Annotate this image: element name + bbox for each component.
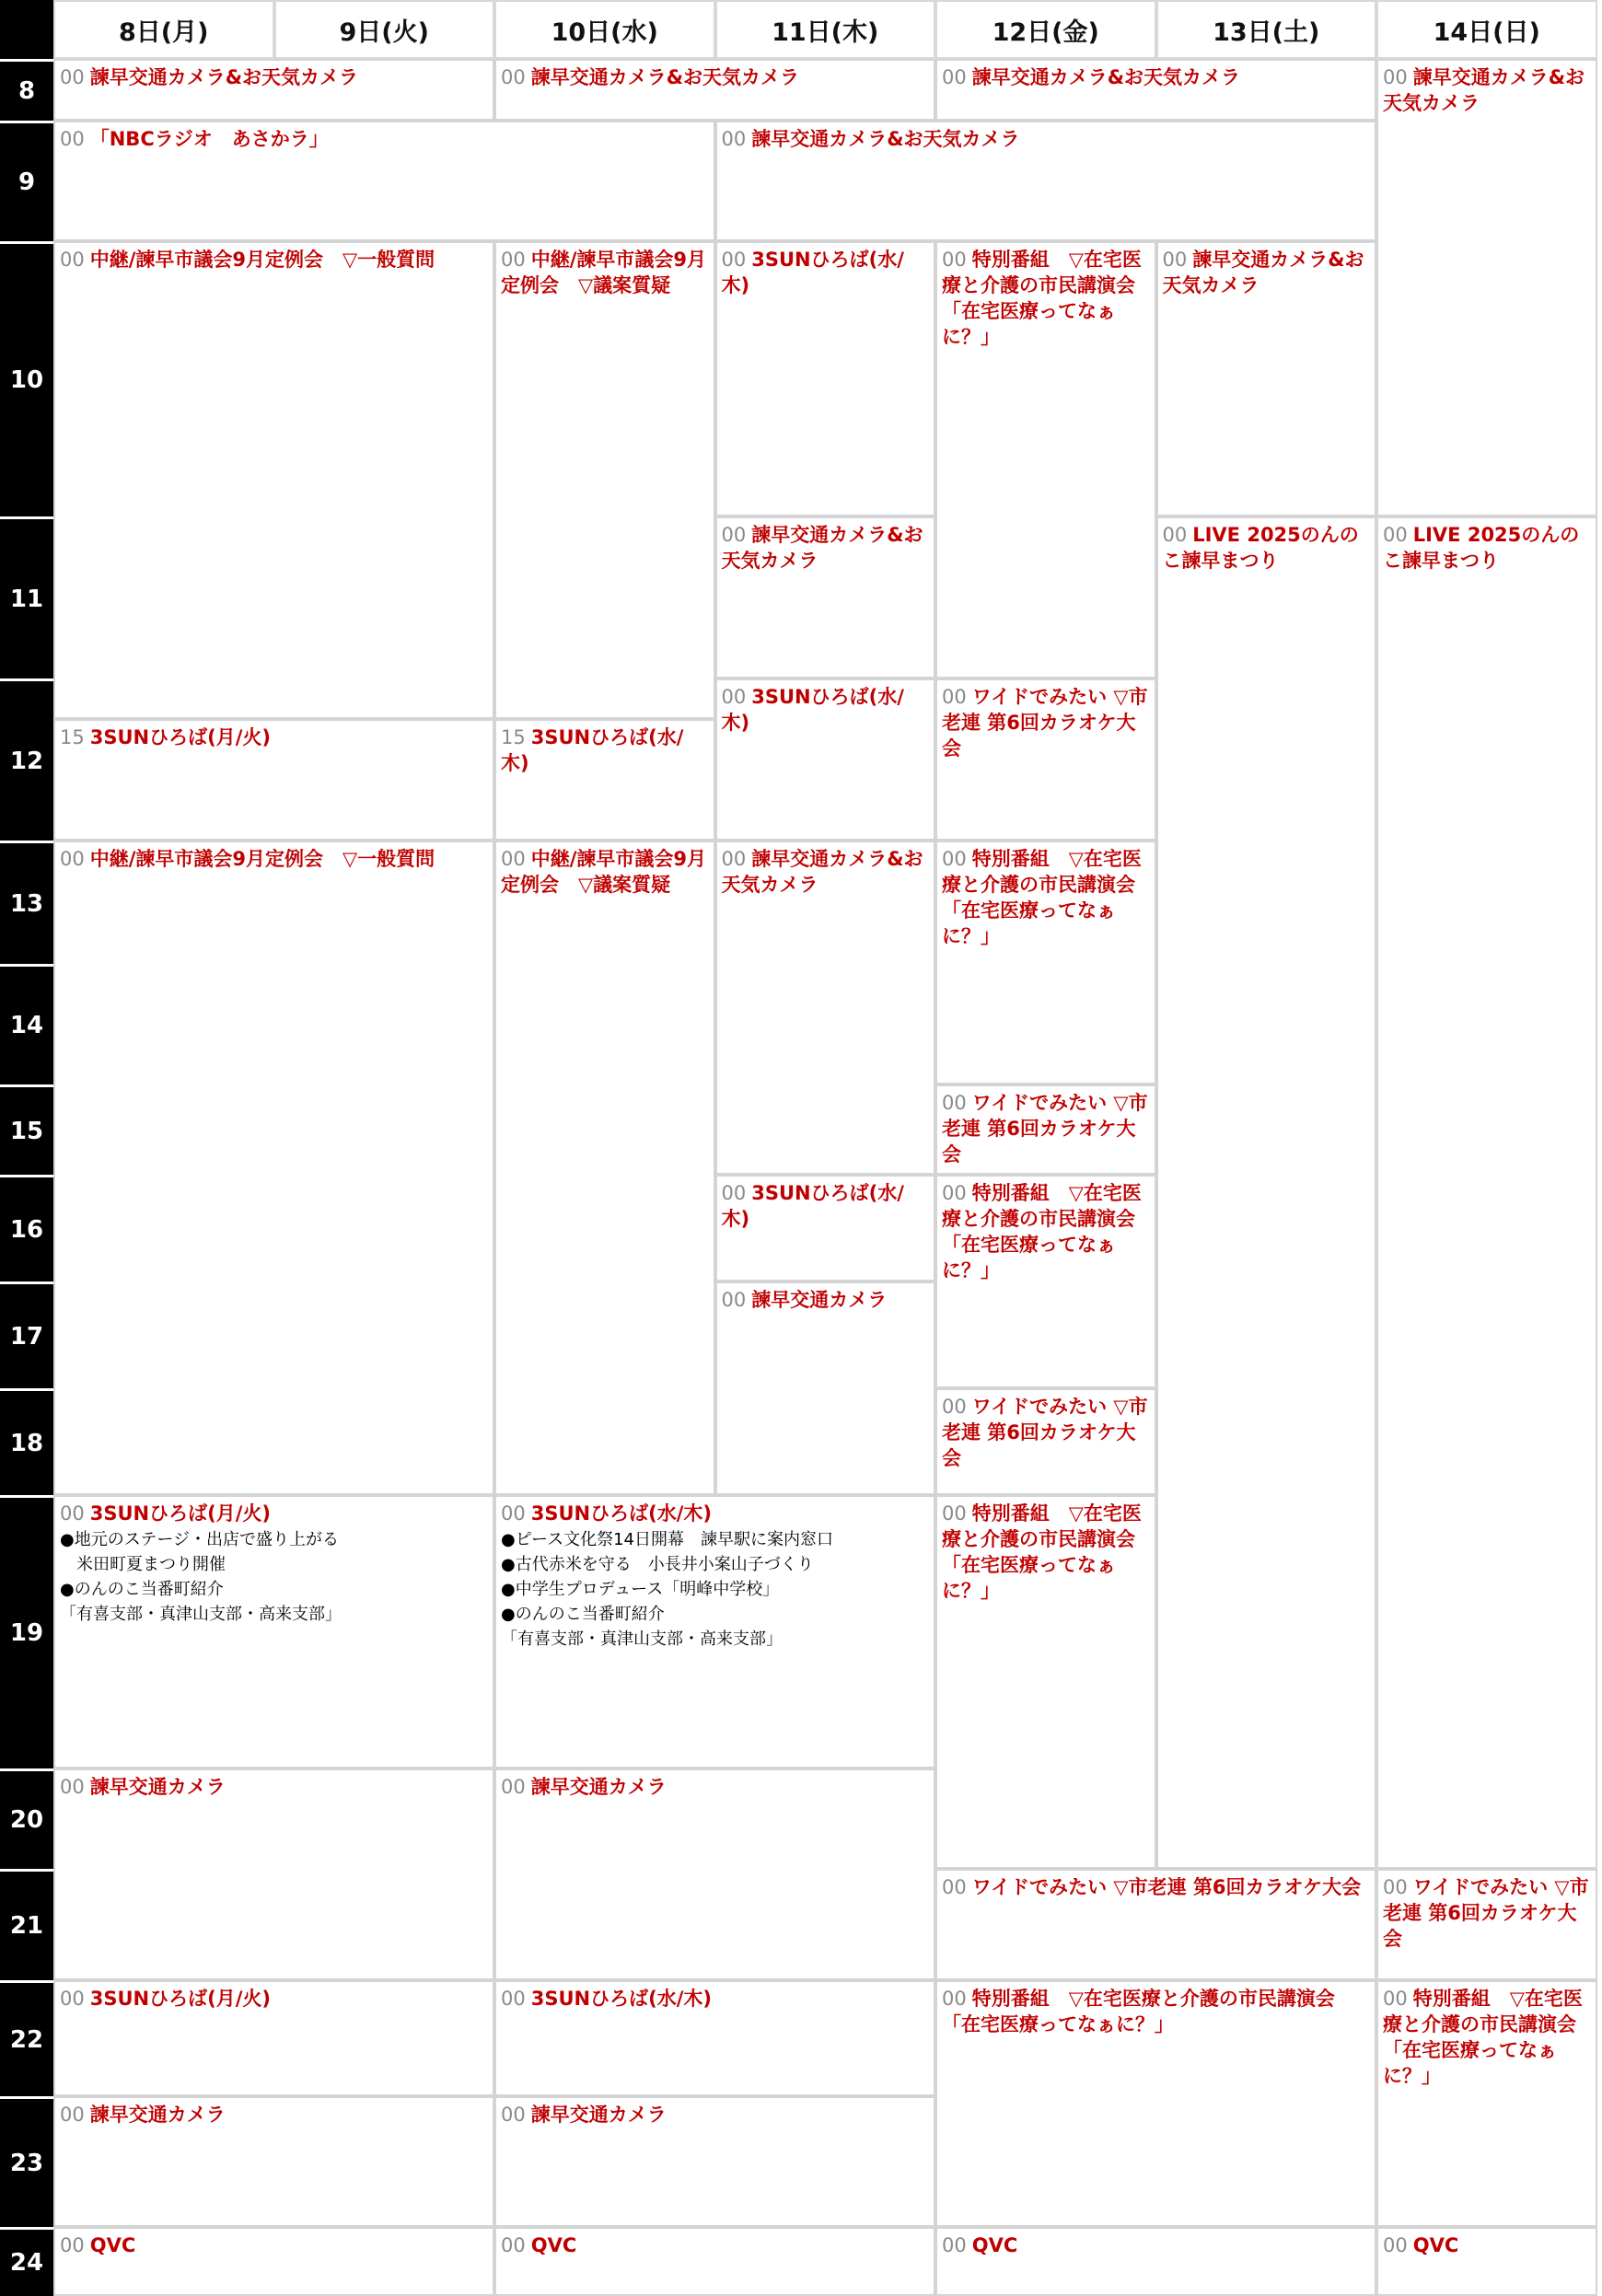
program-title-line — [942, 1090, 1150, 1167]
program-title: 特別番組 ▽在宅医療と介護の市民講演会「在宅医療ってなぁに？」 — [942, 1988, 1335, 2035]
program-cell[interactable] — [935, 678, 1156, 841]
program-title: 中継/諫早市議会9月定例会 ▽一般質問 — [89, 848, 435, 870]
program-title: ワイドでみたい ▽市老連 第6回カラオケ大会 — [942, 1092, 1148, 1165]
program-title: ワイドでみたい ▽市老連 第6回カラオケ大会 — [942, 686, 1148, 760]
program-title: 諫早交通カメラ&お天気カメラ — [971, 66, 1241, 88]
program-start-minute: 00 — [60, 1776, 85, 1798]
program-start-minute: 00 — [1162, 524, 1188, 546]
hour-label: 17 — [0, 1281, 53, 1388]
program-cell[interactable] — [1376, 1869, 1597, 1980]
program-cell[interactable] — [1376, 1980, 1597, 2227]
program-cell[interactable] — [494, 719, 715, 841]
program-start-minute: 00 — [1383, 1876, 1408, 1898]
program-cell[interactable] — [1376, 2227, 1597, 2296]
program-cell[interactable] — [53, 121, 715, 241]
program-title: LIVE 2025のんのこ諫早まつり — [1162, 524, 1359, 572]
program-detail-line: ●のんのこ当番町紹介 — [60, 1580, 224, 1599]
program-start-minute: 00 — [942, 66, 967, 88]
hour-label: 22 — [0, 1980, 53, 2096]
program-title-line — [942, 1986, 1370, 2037]
program-title-line — [501, 247, 709, 298]
program-cell[interactable] — [935, 1980, 1376, 2227]
day-header: 9日(火) — [274, 0, 495, 59]
program-title: QVC — [89, 2234, 136, 2256]
program-cell[interactable] — [53, 2096, 494, 2227]
program-cell[interactable] — [935, 1084, 1156, 1175]
program-title-line — [722, 684, 930, 736]
program-start-minute: 00 — [942, 848, 967, 870]
program-title-line — [60, 846, 488, 872]
program-cell[interactable] — [935, 841, 1156, 1084]
program-cell[interactable] — [494, 241, 715, 719]
program-title: 特別番組 ▽在宅医療と介護の市民講演会「在宅医療ってなぁに？」 — [1383, 1988, 1583, 2087]
program-title-line — [501, 1986, 929, 2012]
program-title: ワイドでみたい ▽市老連 第6回カラオケ大会 — [1383, 1876, 1589, 1950]
program-start-minute: 00 — [721, 848, 747, 870]
program-title: 3SUNひろば(月/火) — [89, 1502, 271, 1525]
program-title-line — [722, 846, 930, 898]
program-title: 特別番組 ▽在宅医療と介護の市民講演会「在宅医療ってなぁに？」 — [942, 249, 1142, 348]
program-title: 3SUNひろば(月/火) — [89, 726, 271, 748]
program-start-minute: 00 — [60, 1988, 85, 2010]
program-cell[interactable] — [53, 841, 494, 1495]
day-header: 12日(金) — [935, 0, 1156, 59]
program-cell[interactable] — [935, 2227, 1376, 2296]
program-cell[interactable] — [715, 241, 936, 516]
program-title-line — [722, 247, 930, 298]
program-detail-line: 「有喜支部・真津山支部・高来支部」 — [501, 1629, 783, 1649]
program-title: 中継/諫早市議会9月定例会 ▽議案質疑 — [501, 249, 707, 296]
program-title: LIVE 2025のんのこ諫早まつり — [1383, 524, 1580, 572]
program-title-line — [942, 846, 1150, 949]
program-title: ワイドでみたい ▽市老連 第6回カラオケ大会 — [971, 1876, 1362, 1898]
program-cell[interactable] — [494, 59, 935, 121]
program-title-line — [1383, 64, 1591, 116]
program-start-minute: 00 — [721, 1289, 747, 1311]
program-title-line — [501, 846, 709, 898]
program-start-minute: 00 — [60, 66, 85, 88]
program-title: 3SUNひろば(水/木) — [530, 1988, 712, 2010]
program-title-line — [60, 1986, 488, 2012]
hour-label: 15 — [0, 1084, 53, 1175]
hour-label: 23 — [0, 2096, 53, 2227]
program-detail-line: ●地元のステージ・出店で盛り上がる — [60, 1530, 339, 1549]
program-start-minute: 00 — [60, 2234, 85, 2256]
program-start-minute: 00 — [60, 2104, 85, 2126]
hour-label: 8 — [0, 59, 53, 121]
program-title-line — [60, 1501, 488, 1526]
hour-label: 10 — [0, 241, 53, 516]
hour-label: 14 — [0, 964, 53, 1084]
program-start-minute: 00 — [60, 249, 85, 271]
program-start-minute: 00 — [501, 1988, 526, 2010]
program-title: 諫早交通カメラ — [89, 2104, 226, 2126]
program-title: 諫早交通カメラ — [530, 2104, 667, 2126]
day-header: 8日(月) — [53, 0, 274, 59]
program-title-line — [1163, 247, 1371, 298]
program-title: 諫早交通カメラ&お天気カメラ — [1162, 249, 1364, 296]
program-title-line — [722, 1180, 930, 1232]
program-start-minute: 00 — [942, 1502, 967, 1525]
program-cell[interactable] — [715, 121, 1377, 241]
program-cell[interactable] — [53, 719, 494, 841]
program-title-line — [60, 1774, 488, 1800]
program-cell[interactable] — [53, 1495, 494, 1768]
program-cell[interactable] — [935, 241, 1156, 678]
hour-label: 13 — [0, 841, 53, 964]
program-start-minute: 15 — [60, 726, 85, 748]
header-corner — [0, 0, 53, 59]
program-title-line — [722, 1287, 930, 1313]
program-cell[interactable] — [53, 1980, 494, 2096]
program-cell[interactable] — [494, 1495, 935, 1768]
program-start-minute: 00 — [501, 249, 526, 271]
program-cell[interactable] — [935, 1495, 1156, 1869]
program-title: 諫早交通カメラ&お天気カメラ — [1383, 66, 1585, 114]
program-start-minute: 00 — [1162, 249, 1188, 271]
program-title-line — [60, 64, 488, 90]
program-title-line — [942, 247, 1150, 350]
program-start-minute: 00 — [721, 249, 747, 271]
program-title: 諫早交通カメラ&お天気カメラ — [89, 66, 359, 88]
program-start-minute: 00 — [60, 128, 85, 150]
program-start-minute: 00 — [1383, 66, 1408, 88]
program-start-minute: 00 — [501, 66, 526, 88]
program-start-minute: 00 — [721, 1182, 747, 1204]
program-title: 中継/諫早市議会9月定例会 ▽一般質問 — [89, 249, 435, 271]
program-title-line — [942, 2232, 1370, 2258]
program-title: 3SUNひろば(水/木) — [501, 726, 684, 774]
program-title-line — [722, 522, 930, 574]
program-start-minute: 00 — [942, 1182, 967, 1204]
program-cell[interactable] — [935, 1388, 1156, 1495]
program-title: 3SUNひろば(水/木) — [530, 1502, 712, 1525]
program-cell[interactable] — [935, 1175, 1156, 1388]
program-start-minute: 00 — [721, 524, 747, 546]
program-title-line — [501, 1774, 929, 1800]
program-start-minute: 00 — [942, 1396, 967, 1418]
program-title: 中継/諫早市議会9月定例会 ▽議案質疑 — [501, 848, 707, 896]
hour-label: 12 — [0, 678, 53, 841]
program-title-line — [1383, 522, 1591, 574]
hour-label: 11 — [0, 516, 53, 678]
program-title: 「NBCラジオ あさかラ」 — [89, 128, 329, 150]
program-title-line — [942, 1394, 1150, 1471]
program-title-line — [942, 64, 1370, 90]
program-cell[interactable] — [1156, 241, 1377, 516]
program-start-minute: 00 — [501, 1776, 526, 1798]
program-title: 諫早交通カメラ — [530, 1776, 667, 1798]
program-title-line — [60, 2232, 488, 2258]
program-title-line — [60, 2102, 488, 2128]
hour-label: 24 — [0, 2227, 53, 2296]
day-header: 13日(土) — [1156, 0, 1377, 59]
program-title-line — [1163, 522, 1371, 574]
program-start-minute: 00 — [942, 249, 967, 271]
program-cell[interactable] — [53, 241, 494, 719]
program-start-minute: 00 — [1383, 2234, 1408, 2256]
program-title: QVC — [971, 2234, 1018, 2256]
program-cell[interactable] — [1376, 516, 1597, 1869]
hour-label: 21 — [0, 1869, 53, 1980]
program-title-line — [501, 2102, 929, 2128]
program-start-minute: 00 — [60, 1502, 85, 1525]
program-title: 特別番組 ▽在宅医療と介護の市民講演会「在宅医療ってなぁに？」 — [942, 1182, 1142, 1281]
program-cell[interactable] — [494, 2096, 935, 2227]
program-title: 特別番組 ▽在宅医療と介護の市民講演会「在宅医療ってなぁに？」 — [942, 848, 1142, 947]
program-title-line — [501, 725, 709, 776]
program-cell[interactable] — [494, 1768, 935, 1980]
program-title: 特別番組 ▽在宅医療と介護の市民講演会「在宅医療ってなぁに？」 — [942, 1502, 1142, 1602]
program-detail-line: ●ピース文化祭14日開幕 諫早駅に案内窓口 — [501, 1530, 833, 1549]
program-cell[interactable] — [715, 841, 936, 1175]
program-cell[interactable] — [935, 59, 1376, 121]
program-title-line — [60, 725, 488, 750]
program-detail-line: 「有喜支部・真津山支部・高来支部」 — [60, 1605, 342, 1624]
program-title-line — [942, 1180, 1150, 1283]
program-title-line — [501, 64, 929, 90]
program-title: 3SUNひろば(水/木) — [721, 686, 904, 734]
program-title: 3SUNひろば(水/木) — [721, 249, 904, 296]
program-start-minute: 00 — [501, 1502, 526, 1525]
day-header: 10日(水) — [494, 0, 715, 59]
program-cell[interactable] — [53, 1768, 494, 1980]
program-cell[interactable] — [1156, 516, 1377, 1869]
program-title-line — [942, 1501, 1150, 1604]
program-title-line — [501, 1501, 929, 1526]
program-detail-line: ●古代赤米を守る 小長井小案山子づくり — [501, 1555, 814, 1574]
program-title-line — [722, 126, 1371, 152]
program-start-minute: 15 — [501, 726, 526, 748]
program-title: 諫早交通カメラ — [751, 1289, 888, 1311]
program-title-line — [60, 247, 488, 273]
hour-label: 20 — [0, 1768, 53, 1869]
program-start-minute: 00 — [942, 1092, 967, 1114]
program-title-line — [60, 126, 709, 152]
program-start-minute: 00 — [721, 686, 747, 708]
program-cell[interactable] — [715, 678, 936, 841]
program-title: ワイドでみたい ▽市老連 第6回カラオケ大会 — [942, 1396, 1148, 1469]
program-start-minute: 00 — [942, 1988, 967, 2010]
program-detail-line: ●のんのこ当番町紹介 — [501, 1605, 665, 1624]
day-header: 14日(日) — [1376, 0, 1597, 59]
program-title: 諫早交通カメラ&お天気カメラ — [751, 128, 1020, 150]
program-cell[interactable] — [715, 1175, 936, 1281]
program-title-line — [501, 2232, 929, 2258]
program-cell[interactable] — [1376, 59, 1597, 516]
program-start-minute: 00 — [501, 2104, 526, 2126]
program-title-line — [1383, 1874, 1591, 1952]
hour-label: 19 — [0, 1495, 53, 1768]
program-start-minute: 00 — [942, 1876, 967, 1898]
program-start-minute: 00 — [1383, 1988, 1408, 2010]
program-title: QVC — [530, 2234, 577, 2256]
program-title: 諫早交通カメラ&お天気カメラ — [721, 524, 923, 572]
hour-label: 18 — [0, 1388, 53, 1495]
program-start-minute: 00 — [721, 128, 747, 150]
program-start-minute: 00 — [1383, 524, 1408, 546]
program-start-minute: 00 — [942, 2234, 967, 2256]
program-start-minute: 00 — [501, 848, 526, 870]
program-title: 3SUNひろば(水/木) — [721, 1182, 904, 1230]
hour-label: 16 — [0, 1175, 53, 1281]
program-cell[interactable] — [53, 59, 494, 121]
program-title: QVC — [1412, 2234, 1459, 2256]
program-cell[interactable] — [494, 1980, 935, 2096]
program-title: 3SUNひろば(月/火) — [89, 1988, 271, 2010]
program-detail-line: 米田町夏まつり開催 — [60, 1555, 226, 1574]
program-cell[interactable] — [494, 841, 715, 1495]
program-title-line — [942, 1874, 1370, 1900]
hour-label: 9 — [0, 121, 53, 241]
program-cell[interactable] — [935, 1869, 1376, 1980]
program-title: 諫早交通カメラ&お天気カメラ — [530, 66, 800, 88]
program-cell[interactable] — [715, 1281, 936, 1495]
program-start-minute: 00 — [942, 686, 967, 708]
program-start-minute: 00 — [501, 2234, 526, 2256]
program-title-line — [1383, 1986, 1591, 2089]
program-title: 諫早交通カメラ&お天気カメラ — [721, 848, 923, 896]
program-cell[interactable] — [53, 2227, 494, 2296]
program-detail-line: ●中学生プロデュース「明峰中学校」 — [501, 1580, 780, 1599]
program-cell[interactable] — [715, 516, 936, 678]
program-start-minute: 00 — [60, 848, 85, 870]
program-cell[interactable] — [494, 2227, 935, 2296]
program-title: 諫早交通カメラ — [89, 1776, 226, 1798]
program-title-line — [942, 684, 1150, 761]
day-header: 11日(木) — [715, 0, 936, 59]
program-title-line — [1383, 2232, 1591, 2258]
